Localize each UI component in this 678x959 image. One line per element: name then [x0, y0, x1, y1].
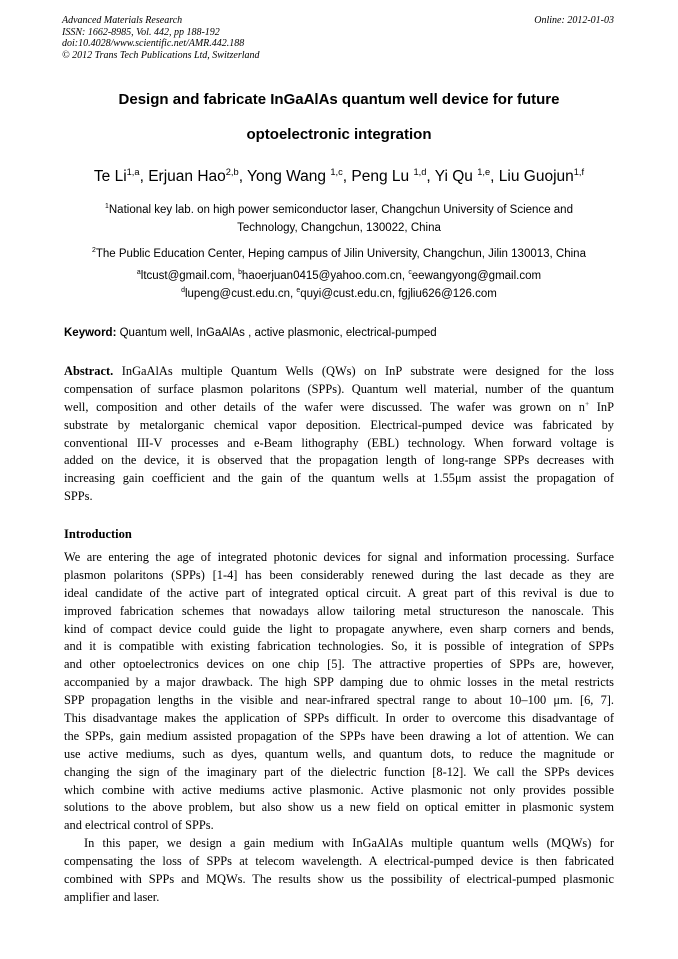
author-affiliation-mark: 1,c	[330, 166, 343, 177]
author-name: Yi Qu	[434, 168, 478, 185]
intro-line: accompanied by a major drawback. The high SPP damping due to ohmic losses in the metal restricts	[64, 675, 614, 690]
abstract-line: substrate by metalorganic chemical vapor deposition. Electrical-pumped device was fabricated by	[64, 417, 614, 432]
author-affiliation-mark: 2,b	[225, 166, 239, 177]
intro-line: amplifier and laser.	[64, 889, 160, 904]
email-line-1	[40, 268, 638, 285]
intro-line: and it is compatible with existing fabrication technologies. So, it is possible of integration of SPPs	[64, 639, 614, 654]
author-name: Peng Lu	[351, 168, 414, 185]
abstract-line: SPPs.	[64, 489, 93, 504]
intro-line: We are entering the age of integrated photonic devices for signal and information processing. Surface	[64, 550, 614, 564]
author-affiliation-mark: 1,e	[477, 166, 491, 177]
email-address: quyi@cust.edu.cn, fgjliu626@126.com	[300, 288, 497, 300]
intro-line: use active mediums, such as dyes, quantum wells, and quantum dots, to reduce the magnitude or	[64, 746, 614, 761]
intro-line: ideal candidate of the active part of integrated optical circuit. A great part of this revival is due to	[64, 585, 614, 600]
abstract-line: increasing gain coefficient and the gain of the quantum wells at 1.55μm assist the propagation of	[64, 471, 614, 486]
abstract-text: InP	[589, 399, 615, 414]
intro-line: In this paper, we design a gain medium with InGaAlAs multiple quantum wells (MQWs) for	[84, 836, 614, 851]
paper-title-line-2: optoelectronic integration	[246, 126, 432, 143]
affiliation-mark: 1	[105, 203, 109, 211]
email-address: eewangyong@gmail.com	[411, 270, 542, 282]
author-list: Te Li$^{1,a}$, Erjuan Hao$^{2,b}$, Yong Wang $^{1,c}$, Peng Lu $^{1,d}$, Yi Qu $^{1,e}$, Liu Guojun$^{1,f}$	[93, 166, 585, 185]
abstract-text: InGaAlAs multiple Quantum Wells (QWs) on InP substrate were designed for the loss	[113, 364, 614, 378]
intro-line: and electrical control of SPPs.	[64, 818, 214, 833]
issn-line: ISSN: 1662-8985, Vol. 442, pp 188-192	[62, 26, 220, 38]
email-mark: d	[181, 287, 185, 295]
email-address: lupeng@cust.edu.cn,	[184, 288, 297, 300]
abstract-line	[64, 399, 614, 417]
intro-line: improved fabrication schemes that nowadays allow tailoring metal structureson the nanoscale. This	[64, 603, 614, 618]
author-affiliation-mark: 1,d	[413, 166, 427, 177]
affiliation-2	[30, 245, 648, 263]
author-name: Erjuan Hao	[148, 168, 226, 185]
journal-header	[62, 15, 260, 61]
author-name: Te Li	[93, 168, 127, 185]
paper-title-line-1: Design and fabricate InGaAlAs quantum well device for future	[118, 91, 560, 108]
copyright-line: © 2012 Trans Tech Publications Ltd, Switzerland	[62, 49, 260, 61]
intro-line: and other optoelectronics devices on one chip [5]. The attractive properties of SPPs are, however,	[64, 657, 614, 672]
abstract	[64, 363, 614, 506]
email-address: ltcust@gmail.com,	[140, 270, 239, 282]
affiliation-text: The Public Education Center, Heping campus of Jilin University, Changchun, Jilin 130013, China	[95, 248, 586, 260]
intro-line: This disadvantage makes the application of SPPs difficult. In order to overcome this disadvantage of	[64, 711, 614, 726]
introduction-heading: Introduction	[64, 527, 132, 541]
email-address: haoerjuan0415@yahoo.com.cn,	[241, 270, 409, 282]
intro-line: which combine with active mediums active plasmonic. Active plasmonic not only provides possible	[64, 782, 614, 797]
intro-line: combined with SPPs and MQWs. The results show us the possibility of electrical-pumped plasmonic	[64, 872, 614, 887]
email-line-2	[40, 286, 638, 303]
abstract-line: added on the device, it is observed that the propagation length of long-range SPPs decreases with	[64, 453, 614, 468]
author-affiliation-mark: 1,a	[126, 166, 140, 177]
affiliation-1	[50, 201, 628, 237]
abstract-line: conventional III-V processes and e-Beam lithography (EBL) technology. When forward voltage is	[64, 435, 614, 450]
intro-line: plasmon polaritons (SPPs) [1-4] has been considerably renewed during the last decade as they are	[64, 567, 614, 582]
online-date: Online: 2012-01-03	[534, 15, 614, 26]
abstract-text: well, composition and other details of the wafer were discussed. The wafer was grown on n	[64, 399, 585, 414]
email-mark: e	[296, 287, 301, 295]
doping-superscript: +	[584, 398, 590, 408]
intro-line: solutions to the above problem, but also show us a new field on optical emitter in plasmonic system	[64, 800, 614, 815]
affiliation-mark: 2	[92, 247, 96, 255]
author-name: Yong Wang	[247, 168, 331, 185]
email-mark: a	[136, 269, 141, 277]
author-name: Liu Guojun	[498, 168, 574, 185]
doi-line: doi:10.4028/www.scientific.net/AMR.442.188	[62, 38, 245, 49]
keywords	[64, 325, 614, 341]
affiliation-text: Technology, Changchun, 130022, China	[237, 222, 441, 234]
abstract-line	[64, 363, 614, 381]
journal-name: Advanced Materials Research	[62, 15, 183, 26]
author-affiliation-mark: 1,f	[573, 166, 585, 177]
intro-line: compensating the loss of SPPs at telecom wavelength. A electrical-pumped device is then fabricated	[64, 854, 614, 869]
email-mark: c	[408, 269, 412, 277]
keyword-label: Keyword:	[64, 327, 117, 339]
intro-line: kind of compact device could guide the light to propagate anywhere, even sharp corners and bends,	[64, 621, 614, 636]
intro-line: SPP propagation lengths in the visible and near-infrared spectral range to about 10–100 μm. [6, 7].	[64, 693, 614, 708]
email-mark: b	[238, 269, 242, 277]
affiliation-text: National key lab. on high power semiconductor laser, Changchun University of Science and	[108, 204, 573, 216]
abstract-line: compensation of surface plasmon polaritons (SPPs). Quantum well material, number of the quantum	[64, 381, 614, 396]
introduction-body	[64, 549, 614, 907]
intro-line: changing the sign of the imaginary part of the dielectric function [8-12]. We call the SPPs devices	[64, 764, 614, 779]
intro-line: the SPPs, gain medium assisted propagation of the SPPs have been drawing a lot of attention. We can	[64, 728, 614, 743]
abstract-label: Abstract.	[64, 364, 114, 378]
keyword-text: Quantum well, InGaAlAs , active plasmonic, electrical-pumped	[116, 327, 437, 339]
